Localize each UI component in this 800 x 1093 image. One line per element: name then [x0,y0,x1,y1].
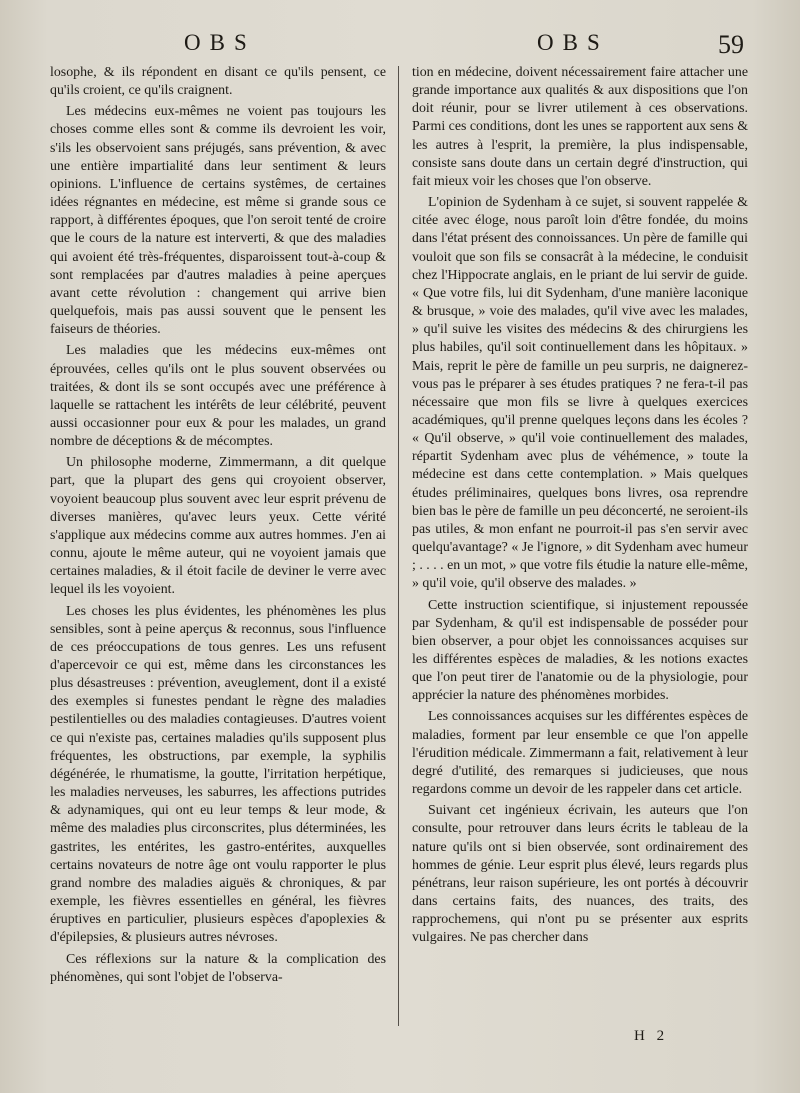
paragraph: L'opinion de Sydenham à ce sujet, si souvent rappelée & citée avec éloge, nous paroît loin d'être fondée, du moins dans l'état présent des connoissances. Un père de famille qui vouloit que son fils se consacrât à la médecine, le conduisit chez l'Hippocrate anglais, en le priant de lui servir de guide. « Que votre fils, lui dit Sydenham, d'une manière laconique & brusque, » voie des malades, qu'il vive avec les malades, » qu'il suive les visites des médecins & des chirurgiens les plus habiles, qu'il soit continuellement dans les hôpitaux. » Mais, reprit le père de famille un peu surpris, ne daignerez-vous pas le préparer à ses études pratiques ? ne fera-t-il pas nécessaire que mon fils se livre à quelques exercices académiques, qu'il prenne quelques leçons dans les écoles ? « Qu'il observe, » qu'il voie continuellement des malades, répartit Sydenham avec plus de véhémence, » toute la médecine est dans cette contemplation. » Mais quelques études préliminaires, quelques bons livres, osa reprendre bien bas le père de famille un peu déconcerté, ne seroient-ils pas utiles, & mon enfant ne pourroit-il pas s'en servir avec quelqu'avantage? « Je l'ignore, » dit Sydenham avec humeur ; . . . . en un mot, » que votre fils étudie la nature elle-même, » qu'il voie, qu'il observe des malades. » [412,195,748,592]
page-number: 59 [718,30,744,59]
paragraph: Les connoissances acquises sur les différentes espèces de maladies, forment par leur ensemble ce que l'on appelle l'érudition médicale. Zimmermann a fait, relativement à leur degré d'utilité, des remarques si judicieuses, que nous regardons comme un devoir de les rappeler dans cet article. [412,709,748,798]
paragraph: losophe, & ils répondent en disant ce qu'ils pensent, ce qu'ils croient, ce qu'ils craignent. [50,65,386,99]
paragraph: tion en médecine, doivent nécessairement faire attacher une grande importance aux qualités & aux dispositions que l'on doit réunir, pour se livrer utilement à ces observations. Parmi ces conditions, dont les unes se rapportent aux sens & les autres à l'esprit, la première, la plus indispensable, consiste sans doute dans un certain degré d'instruction, qui fait mieux voir les choses que l'on observe. [412,65,749,189]
column-divider [398,66,399,1026]
signature-mark: H 2 [634,1028,669,1044]
running-header [0,30,800,62]
running-head-right: OBS [537,30,609,55]
left-column [50,64,386,987]
running-head-left: OBS [184,30,256,55]
paragraph: Les choses les plus évidentes, les phénomènes les plus sensibles, sont à peine aperçus & reconnus, sous l'influence de ces préoccupations de tous genres. Les uns refusent d'apercevoir ce qui est, même dans les circonstances les plus désastreuses : prévention, aveuglement, dont il a existé des exemples si funestes pendant le règne des maladies pestilentielles ou des maladies contagieuses. D'autres voient ce qui n'existe pas, certaines maladies qu'ils supposent plus fréquentes, les obstructions, par exemple, la syphilis dégénérée, le rhumatisme, la goutte, l'irritation herpétique, les maladies nerveuses, les saburres, les affections putrides & adynamiques, qui ont eu leur temps & leur mode, & même des maladies plus circonscrites, plus déterminées, les gastrites, les entérites, les gastro-entérites, auxquelles certains novateurs de notre âge ont voulu rapporter le plus grand nombre des maladies aiguës & chroniques, & par exemple, les fièvres essentielles en général, les fièvres éruptives en particulier, plusieurs espèces d'apoplexies & d'épilepsies, & plusieurs autres névroses. [50,603,386,946]
paragraph: Ces réflexions sur la nature & la complication des phénomènes, qui sont l'objet de l'observa- [50,951,386,985]
paragraph: Les médecins eux-mêmes ne voient pas toujours les choses comme elles sont & comme ils devroient les voir, s'ils les observoient sans préjugés, sans prévention, & avec une entière impartialité dans leur sentiment & leurs opinions. L'influence de certains systêmes, de certaines idées régnantes en médecine, est même si grande sous ce rapport, à différentes époques, que l'on seroit tenté de croire que le cours de la nature est interverti, & que des maladies qui avoient été très-fréquentes, disparoissent tout-à-coup & sont remplacées par d'autres maladies à peine aperçues avant cette révolution : changement qui arrive bien quelquefois, mais pas aussi souvent que le pensent les faiseurs de théories. [50,104,386,338]
paragraph: Les maladies que les médecins eux-mêmes ont éprouvées, celles qu'ils ont le plus souvent observées ou traitées, & dont ils se sont occupés avec une préférence à laquelle se rattachent les intérêts de leur célébrité, peuvent aussi occasionner pour eux & pour les malades, un grand nombre de déceptions & de mécomptes. [50,343,386,450]
right-column [412,64,748,948]
paragraph: Suivant cet ingénieux écrivain, les auteurs que l'on consulte, pour retrouver dans leurs écrits le tableau de la nature qu'ils ont si bien observée, sont ordinairement des hommes de génie. Leur esprit plus élevé, leurs regards plus pénétrans, leur raison supérieure, les ont portés à découvrir dans certains faits, des nuances, des traits, des rapprochemens, qui n'ont pu se présenter aux esprits vulgaires. Ne pas chercher dans [412,803,748,946]
paragraph: Un philosophe moderne, Zimmermann, a dit quelque part, que la plupart des gens qui croyoient observer, voyoient beaucoup plus souvent avec leur esprit prévenu de diverses manières, qu'avec leurs yeux. Cette vérité s'applique aux médecins comme aux autres hommes. J'en ai connu, ajoute le même auteur, qui ne voyoient jamais que certaines maladies, & il étoit facile de deviner le verre avec lequel ils les voyoient. [50,455,386,598]
paragraph: Cette instruction scientifique, si injustement repoussée par Sydenham, & qu'il est indispensable de posséder pour bien observer, a pour objet les connoissances acquises sur les différentes espèces de maladies, & les notions exactes que l'on peut tirer de l'anatomie ou de la physiologie, pour apprécier la nature des phénomènes morbides. [412,597,748,704]
